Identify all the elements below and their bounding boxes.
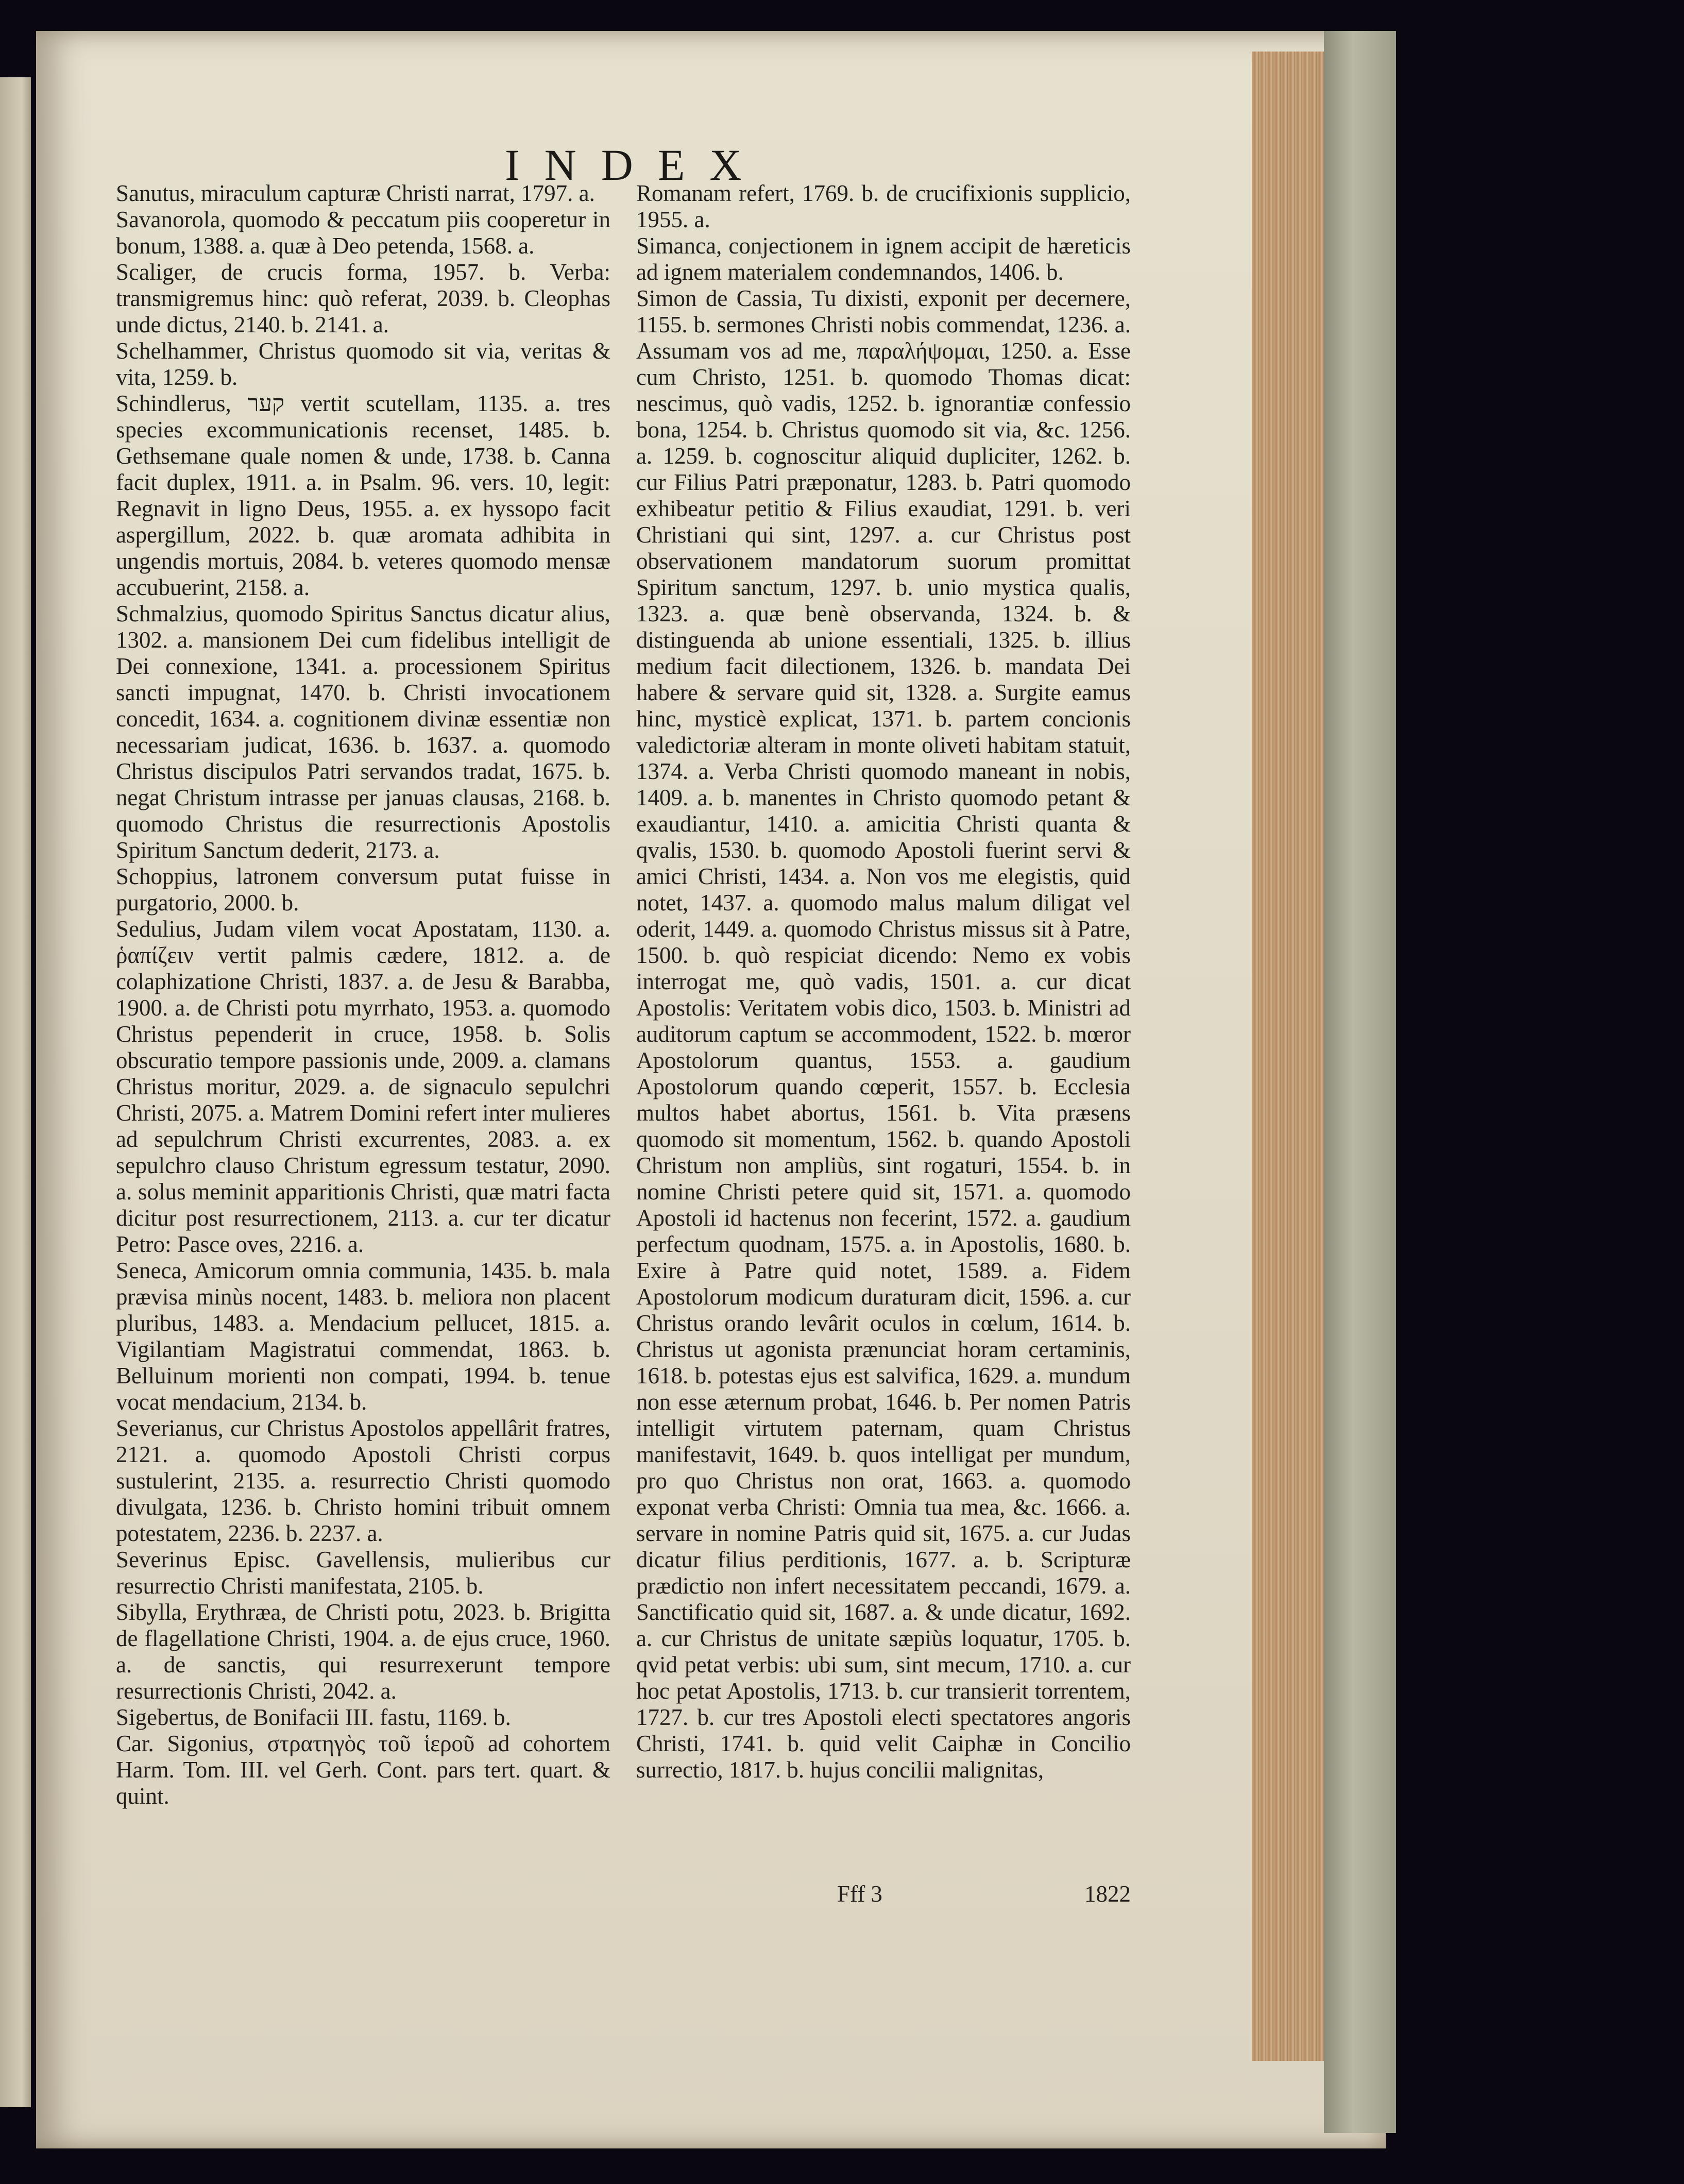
left-page-edge: [0, 77, 31, 2107]
index-entry: Savanorola, quomodo & peccatum piis cooperetur in bonum, 1388. a. quæ à Deo petenda, 1568. a.: [116, 207, 610, 259]
index-entry: Seneca, Amicorum omnia communia, 1435. b. mala prævisa minùs nocent, 1483. b. meliora non placent pluribus, 1483. a. Mendacium pellucet, 1815. a. Vigilantiam Magistratui commendat, 1863. b. Belluinum morienti non compati, 1994. b. tenue vocat mendacium, 2134. b.: [116, 1258, 610, 1415]
index-column-left: [116, 180, 610, 1809]
page-edges: [1252, 52, 1324, 2061]
index-entry: Schindlerus, קער vertit scutellam, 1135. a. tres species excommunicationis recenset, 1485. b. Gethsemane quale nomen & unde, 1738. b. Canna facit duplex, 1911. a. in Psalm. 96. vers. 10, legit: Regnavit in ligno Deus, 1955. a. ex hyssopo facit aspergillum, 2022. b. quæ aromata adhibita in ungendis mortuis, 2084. b. veteres quomodo mensæ accubuerint, 2158. a.: [116, 391, 610, 600]
page-title: INDEX: [505, 140, 767, 190]
index-entry: Severinus Episc. Gavellensis, mulieribus cur resurrectio Christi manifestata, 2105. b.: [116, 1547, 610, 1599]
book-cover: [1324, 31, 1396, 2133]
index-entry: Simon de Cassia, Tu dixisti, exponit per decernere, 1155. b. sermones Christi nobis commendat, 1236. a. Assumam vos ad me, παραλήψομαι, 1250. a. Esse cum Christo, 1251. b. quomodo Thomas dicat: nescimus, quò vadis, 1252. b. ignorantiæ confessio bona, 1254. b. Christus quomodo sit via, &c. 1256. a. 1259. b. cognoscitur aliquid dupliciter, 1262. b. cur Filius Patri præponatur, 1283. b. Patri quomodo exhibeatur petitio & Filius exaudiat, 1291. b. veri Christiani qui sint, 1297. a. cur Christus post observationem mandatorum suorum promittat Spiritum sanctum, 1297. b. unio mystica qualis, 1323. a. quæ benè observanda, 1324. b. & distinguenda ab unione essentiali, 1325. b. illius medium facit dilectionem, 1326. b. mandata Dei habere & servare quid sit, 1328. a. Surgite eamus hinc, mysticè explicat, 1371. b. partem concionis valedictoriæ alteram in monte oliveti habitam statuit, 1374. a. Verba Christi quomodo maneant in nobis, 1409. a. b. manentes in Christo quomodo petant & exaudiantur, 1410. a. amicitia Christi quanta & qvalis, 1530. b. quomodo Apostoli fuerint servi & amici Christi, 1434. a. Non vos me elegistis, quid notet, 1437. a. quomodo malus malum diligat vel oderit, 1449. a. quomodo Christus missus sit à Patre, 1500. b. quò respiciat dicendo: Nemo ex vobis interrogat me, quò vadis, 1501. a. cur dicat Apostolis: Veritatem vobis dico, 1503. b. Ministri ad auditorum captum se accommodent, 1522. b. mœror Apostolorum quantus, 1553. a. gaudium Apostolorum quando cœperit, 1557. b. Ecclesia multos habet abortus, 1561. b. Vita præsens quomodo sit momentum, 1562. b. quando Apostoli Christum non ampliùs, sint rogaturi, 1554. b. in nomine Christi petere quid sit, 1571. a. quomodo Apostoli id hactenus non fecerint, 1572. a. gaudium perfectum quodnam, 1575. a. in Apostolis, 1680. b. Exire à Patre quid notet, 1589. a. Fidem Apostolorum modicum duraturam dicit, 1596. a. cur Christus orando levârit oculos in cœlum, 1614. b. Christus ut agonista prænunciat horam certaminis, 1618. b. potestas ejus est salvifica, 1629. a. mundum non esse æternum probat, 1646. b. Per nomen Patris intelligit virtutem paternam, quam Christus manifestavit, 1649. b. quos intelligat per mundum, pro quo Christus non orat, 1663. a. quomodo exponat verba Christi: Omnia tua mea, &c. 1666. a. servare in nomine Patris quid sit, 1675. a. cur Judas dicatur filius perditionis, 1677. a. b. Scripturæ prædictio non infert necessitatem peccandi, 1679. a. Sanctificatio quid sit, 1687. a. & unde dicatur, 1692. a. cur Christus de unitate sæpiùs loquatur, 1705. b. qvid petat verbis: ubi sum, sint mecum, 1710. a. cur hoc petat Apostolis, 1713. b. cur transierit torrentem, 1727. b. cur tres Apostoli electi spectatores angoris Christi, 1741. b. quid velit Caiphæ in Concilio surrectio, 1817. b. hujus concilii malignitas,: [636, 285, 1131, 1783]
index-entry: Sanutus, miraculum capturæ Christi narrat, 1797. a.: [116, 180, 595, 206]
index-column-right: [636, 180, 1131, 1783]
index-entry: Schoppius, latronem conversum putat fuisse in purgatorio, 2000. b.: [116, 864, 610, 916]
index-entry: Simanca, conjectionem in ignem accipit de hæreticis ad ignem materialem condemnandos, 1406. b.: [636, 233, 1131, 285]
index-entry: Scaliger, de crucis forma, 1957. b. Verba: transmigremus hinc: quò referat, 2039. b. Cleophas unde dictus, 2140. b. 2141. a.: [116, 259, 610, 337]
index-entry: Romanam refert, 1769. b. de crucifixionis supplicio, 1955. a.: [636, 180, 1131, 232]
catchword: 1822: [1084, 1881, 1131, 1907]
index-entry: Schmalzius, quomodo Spiritus Sanctus dicatur alius, 1302. a. mansionem Dei cum fidelibus intelligit de Dei connexione, 1341. a. processionem Spiritus sancti impugnat, 1470. b. Christi invocationem concedit, 1634. a. cognitionem divinæ essentiæ non necessariam judicat, 1636. b. 1637. a. quomodo Christus discipulos Patri servandos tradat, 1675. b. negat Christum intrasse per januas clausas, 2168. b. quomodo Christus die resurrectionis Apostolis Spiritum Sanctum dederit, 2173. a.: [116, 601, 610, 863]
signature-mark: Fff 3: [837, 1881, 882, 1907]
index-entry: Sigebertus, de Bonifacii III. fastu, 1169. b.: [116, 1704, 511, 1730]
index-entry: Sibylla, Erythræa, de Christi potu, 2023. b. Brigitta de flagellatione Christi, 1904. a. de ejus cruce, 1960. a. de sanctis, qui resurrexerunt tempore resurrectionis Christi, 2042. a.: [116, 1599, 610, 1704]
index-entry: Sedulius, Judam vilem vocat Apostatam, 1130. a. ῥαπίζειν vertit palmis cædere, 1812. a. de colaphizatione Christi, 1837. a. de Jesu & Barabba, 1900. a. de Christi potu myrrhato, 1953. a. quomodo Christus pependerit in cruce, 1958. b. Solis obscuratio tempore passionis unde, 2009. a. clamans Christus moritur, 2029. a. de signaculo sepulchri Christi, 2075. a. Matrem Domini refert inter mulieres ad sepulchrum Christi excurrentes, 2083. a. ex sepulchro clauso Christum egressum testatur, 2090. a. solus meminit apparitionis Christi, quæ matri facta dicitur post resurrectionem, 2113. a. cur ter dicatur Petro: Pasce oves, 2216. a.: [116, 916, 610, 1257]
index-entry: Severianus, cur Christus Apostolos appellârit fratres, 2121. a. quomodo Apostoli Christi corpus sustulerint, 2135. a. resurrectio Christi quomodo divulgata, 1236. b. Christo homini tribuit omnem potestatem, 2236. b. 2237. a.: [116, 1415, 610, 1546]
index-entry: Schelhammer, Christus quomodo sit via, veritas & vita, 1259. b.: [116, 338, 610, 390]
index-entry: Car. Sigonius, στρατηγὸς τοῦ ἱεροῦ ad cohortem Harm. Tom. III. vel Gerh. Cont. pars tert. quart. & quint.: [116, 1731, 610, 1809]
page-footer: [636, 1881, 1131, 1922]
